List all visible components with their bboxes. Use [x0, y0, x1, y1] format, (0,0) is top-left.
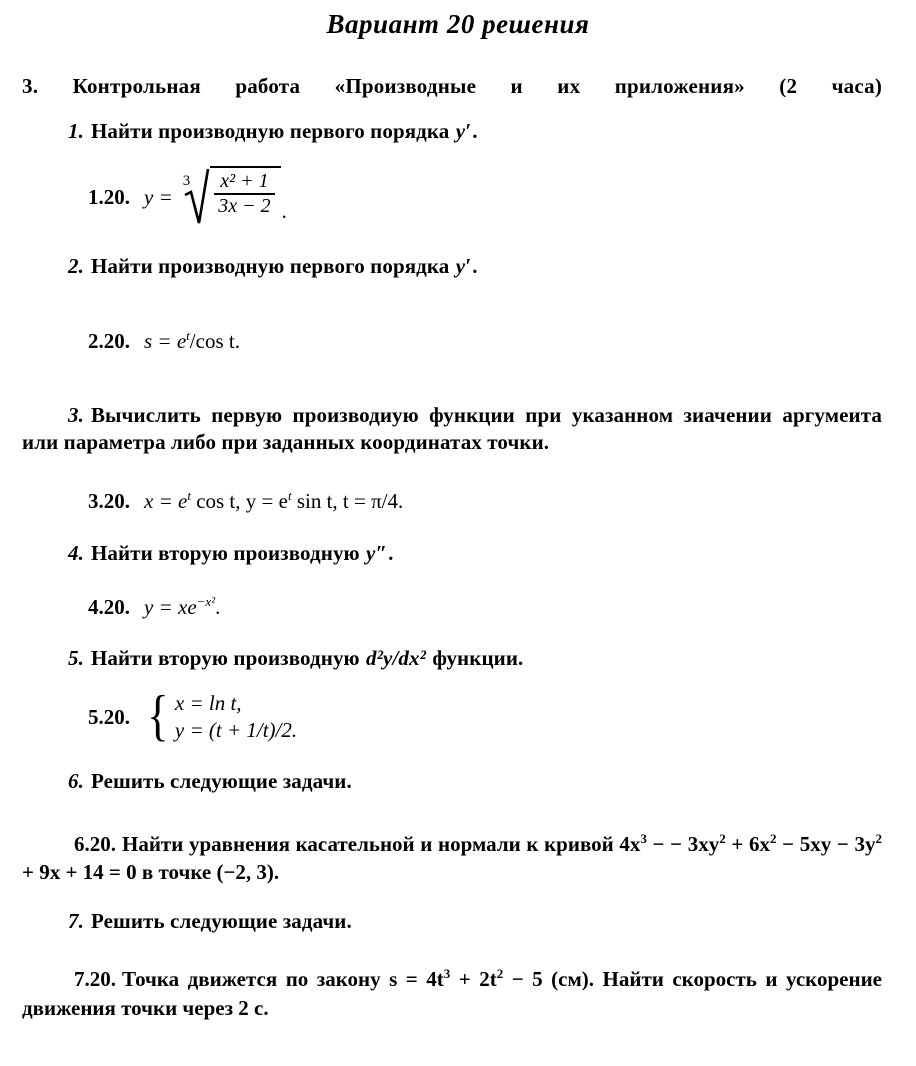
- exponent-7-20-a: 3: [443, 966, 451, 982]
- problem-text-6-20-a: Найти уравнения касательной и нормали к кривой 4x: [122, 831, 641, 856]
- problem-number-2-20: 2.20.: [88, 329, 130, 354]
- problem-body-4-20: [144, 593, 220, 621]
- task-instruction-math-2: y′: [455, 253, 472, 278]
- left-brace-icon: {: [147, 685, 169, 748]
- problem-number-5-20: 5.20.: [88, 705, 130, 730]
- task-instruction-2: Найти производную первого порядка: [90, 253, 455, 278]
- problem-expr-3-20: x = e: [144, 489, 188, 514]
- fraction: [214, 170, 274, 218]
- problem-number-6-20: 6.20.: [74, 831, 116, 856]
- task-heading-7: [68, 908, 882, 935]
- exponent-4-20: −x²: [196, 593, 216, 609]
- task-number-1: 1.: [68, 118, 84, 143]
- problem-7-20: [22, 965, 882, 1022]
- task-instruction-6: Решить следующие задачи.: [90, 769, 352, 794]
- radical-index: 3: [182, 172, 191, 189]
- exponent-7-20-b: 2: [496, 966, 504, 982]
- problem-text-6-20-d: − 5xy − 3y: [776, 831, 876, 856]
- problem-mid-3-20: cos t, y = e: [190, 489, 288, 514]
- problem-tail-4-20: .: [215, 594, 221, 619]
- problem-expr-2-20: s = e: [144, 329, 187, 354]
- problem-body-3-20: [144, 487, 403, 515]
- task-heading-6: [68, 768, 882, 795]
- document-page: [0, 8, 916, 1066]
- task-instruction-math-1: y′: [455, 118, 472, 143]
- problem-number-7-20: 7.20.: [74, 967, 116, 992]
- system-line-2: y = (t + 1/t)/2.: [174, 718, 298, 743]
- exponent-2-20: t: [186, 328, 190, 344]
- task-instruction-7: Решить следующие задачи.: [90, 909, 352, 934]
- task-instruction-5: Найти вторую производную: [90, 646, 366, 671]
- task-number-3: 3.: [68, 402, 84, 427]
- problem-expr-4-20: y = xe: [144, 594, 197, 619]
- task-number-5: 5.: [68, 646, 84, 671]
- system-line-1: x = ln t,: [174, 691, 242, 716]
- task-instruction-4: Найти вторую производную: [90, 540, 366, 565]
- problem-2-20: [88, 327, 882, 355]
- problem-3-20: [88, 487, 882, 515]
- task-instruction-math-4: y″: [366, 540, 388, 565]
- problem-number-3-20: 3.20.: [88, 489, 130, 514]
- problem-text-7-20-a: Точка движется по закону s = 4t: [122, 967, 444, 992]
- problem-number-1-20: 1.20.: [88, 184, 130, 209]
- problem-tail-3-20: sin t, t = π/4.: [291, 489, 404, 514]
- problem-body-2-20: [144, 327, 240, 355]
- problem-1-20: [88, 165, 882, 229]
- problem-5-20: [88, 685, 882, 748]
- task-heading-5: [68, 645, 882, 672]
- task-heading-1: [68, 118, 882, 145]
- section-title-text: Контрольная работа «Производные и их приложения» (2 часа): [72, 74, 883, 99]
- section-number: 3.: [22, 74, 39, 99]
- task-heading-2: [68, 253, 882, 280]
- problem-text-7-20-c: − 5 (см). Найти скорость и ускорение движения точки через 2 с.: [22, 967, 883, 1020]
- exponent-3-20-b: t: [287, 488, 292, 504]
- fraction-denominator: 3x − 2: [214, 193, 274, 219]
- problem-6-20: [22, 830, 882, 887]
- period-1-20: .: [281, 198, 287, 223]
- task-heading-3: [22, 402, 882, 457]
- problem-text-7-20-b: + 2t: [450, 967, 497, 992]
- fraction-numerator: x² + 1: [220, 169, 269, 192]
- section-heading: [22, 73, 882, 99]
- page-title: Вариант 20 решения: [326, 9, 590, 39]
- exponent-6-20-c: 2: [770, 830, 777, 846]
- problem-number-4-20: 4.20.: [88, 594, 130, 619]
- task-instruction-1: Найти производную первого порядка: [90, 118, 455, 143]
- task-number-7: 7.: [68, 909, 84, 934]
- task-heading-4: [68, 540, 882, 567]
- exponent-3-20-a: t: [187, 488, 191, 504]
- problem-text-6-20-e: + 9x + 14 = 0 в точке (−2, 3).: [22, 859, 280, 884]
- task-number-4: 4.: [68, 540, 84, 565]
- problem-text-6-20-b: − − 3xy: [646, 831, 720, 856]
- task-instruction-end-5: функции.: [427, 646, 524, 671]
- exponent-6-20-b: 2: [719, 830, 726, 846]
- problem-4-20: [88, 593, 882, 621]
- problem-text-6-20-c: + 6x: [725, 831, 770, 856]
- system-lines: [175, 690, 297, 744]
- problem-lead-1-20: y =: [144, 184, 173, 209]
- task-number-2: 2.: [68, 253, 84, 278]
- problem-tail-2-20: /cos t.: [189, 329, 240, 354]
- task-instruction-end-4: .: [388, 540, 394, 565]
- equation-system-5-20: [144, 685, 298, 748]
- radicand: [210, 166, 280, 219]
- task-instruction-end-2: .: [472, 253, 478, 278]
- exponent-6-20-d: 2: [875, 830, 882, 846]
- task-instruction-end-1: .: [472, 118, 478, 143]
- task-instruction-3: Вычислить первую производиую функции при указанном зиачении аргумеита или параметра либо при заданных координатах точки.: [22, 402, 882, 454]
- task-instruction-math-5: d²y/dx²: [366, 646, 426, 671]
- exponent-6-20-a: 3: [640, 830, 647, 846]
- task-number-6: 6.: [68, 769, 84, 794]
- cube-root-expression: [177, 165, 287, 229]
